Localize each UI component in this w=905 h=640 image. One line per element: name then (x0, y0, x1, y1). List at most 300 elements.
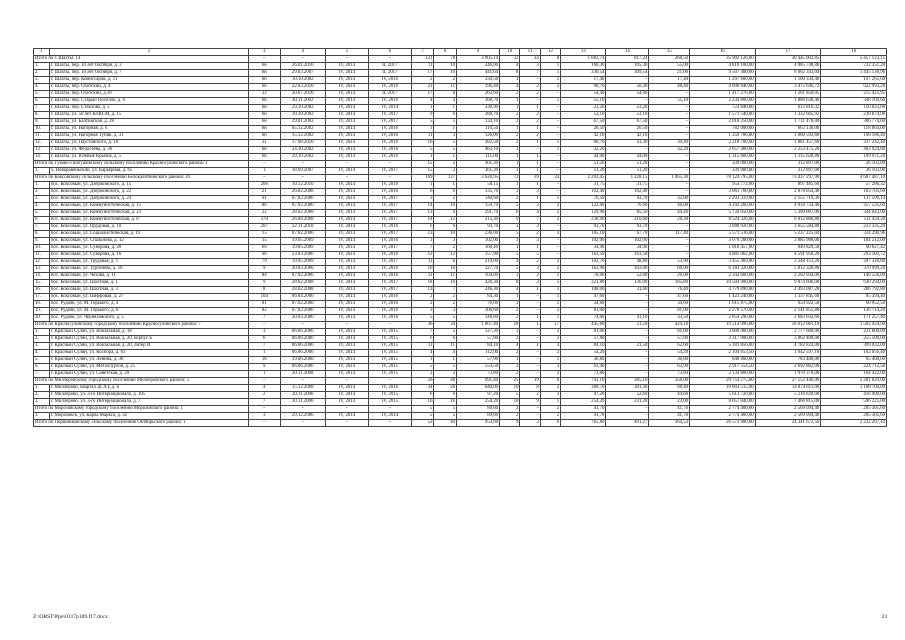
table-cell: 8 (500, 280, 520, 287)
table-cell: 1. (34, 385, 50, 392)
table-cell: 1 (540, 273, 560, 280)
table-cell: IV, 2014 (325, 252, 368, 259)
table-cell: – (606, 77, 649, 84)
table-cell: – (606, 301, 649, 308)
table-cell: 8. (34, 231, 50, 238)
table-cell: 7. (34, 224, 50, 231)
table-row (34, 105, 887, 112)
table-cell: 26 573 880,00 (690, 420, 756, 427)
table-cell: 257 535,60 (821, 203, 887, 210)
table-cell: 5. (34, 357, 50, 364)
table-cell: 26,50 (561, 126, 606, 133)
table-cell: – (325, 322, 368, 329)
table-cell: IV, 2014 (325, 280, 368, 287)
address-cell: г. Шахты, ул. 50 лет ВЛКСМ, д. 15 (49, 112, 248, 119)
table-cell: 5 (500, 252, 520, 259)
table-cell: 330,54 (561, 70, 606, 77)
table-cell: – (368, 175, 411, 182)
table-cell: 246,00 (457, 63, 500, 70)
table-cell: 640,00 (457, 385, 500, 392)
table-cell: 4 292 260,00 (690, 203, 756, 210)
table-cell: 286 792,80 (821, 287, 887, 294)
table-cell: 5 (411, 315, 434, 322)
table-cell: 07.02.2006 (280, 308, 325, 315)
table-cell: 17 (540, 322, 560, 329)
table-cell: 5 (434, 140, 457, 147)
table-cell: 22 (248, 91, 280, 98)
table-row (34, 343, 887, 350)
table-cell: 4 034 724,40 (755, 203, 821, 210)
column-number: 3 (248, 49, 280, 56)
table-cell: 81,00 (561, 308, 606, 315)
table-cell: 5 (434, 329, 457, 336)
table-cell: – (520, 413, 540, 420)
table-cell: 1 423 240,00 (690, 294, 756, 301)
table-cell: 89,60 (457, 406, 500, 413)
table-cell: IV, 2014 (325, 224, 368, 231)
table-cell: 10 (434, 203, 457, 210)
table-cell: 6. (34, 217, 50, 224)
table-cell: 56 (411, 378, 434, 385)
table-cell: – (520, 77, 540, 84)
table-cell: 5 (500, 231, 520, 238)
table-cell: IV, 2014 (325, 210, 368, 217)
address-cell: пос. Коксовый, ул. Коммунистическая, д. 8 (49, 217, 248, 224)
table-cell: 62,60 (649, 343, 690, 350)
table-cell: 3 (520, 224, 540, 231)
table-cell: 84,30 (457, 294, 500, 301)
table-cell: 1 (520, 245, 540, 252)
column-number: 2 (49, 49, 248, 56)
address-cell: г. Миллерово, ул. 3-го Интернационала, д. 105 (49, 392, 248, 399)
table-cell: 16 (434, 70, 457, 77)
table-cell: – (649, 133, 690, 140)
table-cell: 3 (248, 329, 280, 336)
table-cell: 205 305,60 (821, 406, 887, 413)
table-cell: 7 (411, 329, 434, 336)
table-cell: 157,90 (457, 252, 500, 259)
table-cell: 57,80 (561, 336, 606, 343)
table-cell: 5 (500, 266, 520, 273)
table-cell: IV, 2017 (368, 112, 411, 119)
table-cell: 2 232 207,44 (821, 420, 887, 427)
table-cell: 1 015 875,00 (690, 301, 756, 308)
table-cell: – (520, 147, 540, 154)
table-cell: 44,00 (606, 154, 649, 161)
table-cell: 31,75 (561, 182, 606, 189)
table-cell: 5 (434, 147, 457, 154)
table-cell: 1 (500, 168, 520, 175)
table-cell: 13. (34, 147, 50, 154)
table-cell: 3 (540, 287, 560, 294)
table-cell: 55,10 (649, 98, 690, 105)
table-cell: 93,70 (561, 224, 606, 231)
table-cell: 2 141 855,80 (755, 308, 821, 315)
table-row (34, 315, 887, 322)
table-row (34, 63, 887, 70)
table-cell: – (540, 189, 560, 196)
table-cell: 262,60 (457, 91, 500, 98)
total-label: Итого по Красносулинскому городскому поселению Красносулинского района: 7 (34, 322, 249, 329)
table-cell: 57 286,32 (821, 182, 887, 189)
table-cell: – (520, 294, 540, 301)
table-cell: 3 (520, 203, 540, 210)
table-cell: IV, 2016 (368, 154, 411, 161)
table-cell: – (649, 91, 690, 98)
table-cell: 1 (411, 357, 434, 364)
table-cell: 16. (34, 287, 50, 294)
table-cell: 2 (520, 231, 540, 238)
table-cell: 1 (248, 350, 280, 357)
table-cell: 1 (520, 126, 540, 133)
table-cell: 12. (34, 259, 50, 266)
table-cell: IV, 2014 (325, 308, 368, 315)
table-cell: 47,60 (561, 294, 606, 301)
table-cell: IV, 2016 (368, 385, 411, 392)
table-cell: 2 692 862,00 (755, 364, 821, 371)
table-cell: 16 003 515,00 (690, 385, 756, 392)
table-cell: 389,70 (561, 385, 606, 392)
table-cell: 207 (248, 224, 280, 231)
table-cell: 41,70 (649, 413, 690, 420)
table-cell: 2 854 290,00 (690, 315, 756, 322)
table-cell: 76,60 (457, 301, 500, 308)
table-cell: 42,10 (606, 133, 649, 140)
table-cell: 12 (434, 252, 457, 259)
table-cell: 17,40 (561, 77, 606, 84)
table-cell: 848 800,00 (690, 357, 756, 364)
table-cell: 9 (248, 280, 280, 287)
table-cell: 34,90 (561, 245, 606, 252)
table-cell: – (649, 252, 690, 259)
table-cell: 7 (520, 217, 540, 224)
table-cell: IV, 2014 (325, 63, 368, 70)
table-cell: IV, 2014 (325, 245, 368, 252)
table-cell: 110 023,68 (821, 105, 887, 112)
table-cell: – (649, 105, 690, 112)
table-cell: 6 (434, 259, 457, 266)
table-cell: IV, 2014 (325, 399, 368, 406)
table-cell: 3 (540, 336, 560, 343)
total-label: Итого по Гуково-Гнилушевскому сельскому поселению Красносулинского района: 1 (34, 161, 249, 168)
table-cell: 102,00 (606, 266, 649, 273)
table-cell: 219,00 (457, 259, 500, 266)
table-cell: – (649, 161, 690, 168)
table-cell: 741,10 (561, 378, 606, 385)
address-cell: г. Шахты, ул. Балтийская, д. 28 (49, 119, 248, 126)
column-number: 6 (368, 49, 411, 56)
table-cell: 57,80 (457, 336, 500, 343)
table-cell: 441,64 (457, 70, 500, 77)
table-cell: 6 (411, 189, 434, 196)
table-cell: 26 103,00 (821, 168, 887, 175)
table-cell: 1 (411, 154, 434, 161)
address-cell: пос. Рудачи, ул. Черняховского, д. 5 (49, 315, 248, 322)
table-cell: 4 (411, 98, 434, 105)
address-cell: пос. Коксовый, ул. Прудовая, д. 10 (49, 224, 248, 231)
table-cell: 765,80 (561, 420, 606, 427)
table-cell: II, 2017 (368, 63, 411, 70)
table-cell: 53,90 (649, 259, 690, 266)
table-cell: IV, 2014 (325, 371, 368, 378)
table-row (34, 392, 887, 399)
table-cell: 4 782 824,00 (755, 343, 821, 350)
table-cell: IV, 2017 (368, 119, 411, 126)
table-cell: – (606, 329, 649, 336)
total-row (34, 378, 887, 385)
table-cell: 102,00 (606, 238, 649, 245)
table-cell: IV, 2014 (368, 413, 411, 420)
table-cell: – (606, 147, 649, 154)
table-cell: – (606, 294, 649, 301)
table-cell: 42,10 (561, 133, 606, 140)
table-cell: 4 779 890,00 (690, 287, 756, 294)
table-row (34, 364, 887, 371)
table-cell: 81,00 (649, 308, 690, 315)
table-cell: 18.09.2007 (280, 168, 325, 175)
table-cell: 1 (248, 168, 280, 175)
table-cell: 18. (34, 301, 50, 308)
table-cell: 424,10 (649, 322, 690, 329)
table-cell: – (520, 371, 540, 378)
table-cell: 9 (248, 266, 280, 273)
table-cell: 463,10 (457, 147, 500, 154)
table-cell: 102,40 (561, 189, 606, 196)
address-cell: х. Новоровеньский, ул. Карьерная, д. 65 (49, 168, 248, 175)
table-row (34, 413, 887, 420)
table-cell: IV, 2014 (325, 273, 368, 280)
table-cell: IV, 2014 (325, 112, 368, 119)
table-cell: – (540, 105, 560, 112)
table-cell: 1 188 704,00 (821, 385, 887, 392)
table-cell: IV, 2015 (368, 336, 411, 343)
table-cell: 14 (411, 203, 434, 210)
table-cell: 63,90 (649, 364, 690, 371)
table-cell: 2 (540, 406, 560, 413)
table-cell: 15 (248, 231, 280, 238)
table-cell: 4 (520, 210, 540, 217)
table-cell: 5 (434, 413, 457, 420)
table-cell: – (280, 175, 325, 182)
table-cell: 554,50 (457, 364, 500, 371)
table-cell: 1. (34, 413, 50, 420)
column-number: 9 (457, 49, 500, 56)
table-cell: 140,60 (457, 196, 500, 203)
table-row (34, 308, 887, 315)
table-cell: 5 216 820,00 (755, 392, 821, 399)
table-cell: IV, 2017 (368, 259, 411, 266)
table-cell: 6. (34, 364, 50, 371)
table-cell: 26 (434, 385, 457, 392)
table-cell: 385,10 (606, 378, 649, 385)
table-cell: 15.12.2008 (280, 385, 325, 392)
table-cell: 31 (248, 140, 280, 147)
table-cell: 44,00 (561, 154, 606, 161)
table-cell: 2 (520, 112, 540, 119)
table-row (34, 245, 887, 252)
table-cell: 06.06.2006 (280, 364, 325, 371)
table-cell: – (649, 189, 690, 196)
table-cell: 361,30 (457, 168, 500, 175)
table-cell: IV, 2016 (368, 308, 411, 315)
table-cell: 07.02.2006 (280, 203, 325, 210)
table-cell: 224 712,50 (821, 364, 887, 371)
table-cell: – (325, 378, 368, 385)
table-cell: 3 (520, 420, 540, 427)
table-cell: 2 (500, 413, 520, 420)
table-cell: 102,00 (561, 238, 606, 245)
table-cell: 06.06.2006 (280, 336, 325, 343)
table-cell: 5 812 320,80 (755, 266, 821, 273)
table-cell: 338,90 (457, 105, 500, 112)
table-cell: 5 613 720,00 (690, 392, 756, 399)
column-number: 15 (649, 49, 690, 56)
table-cell: 78 124 795,00 (690, 175, 756, 182)
table-cell: 3 (540, 392, 560, 399)
table-cell: IV, 2014 (325, 287, 368, 294)
table-cell: 2 (520, 119, 540, 126)
table-cell: 3 (248, 413, 280, 420)
table-cell: 126,00 (457, 133, 500, 140)
total-row (34, 161, 887, 168)
table-cell: 74,60 (561, 315, 606, 322)
table-cell: IV, 2016 (368, 294, 411, 301)
table-cell: 93,70 (606, 224, 649, 231)
table-cell: 3 (520, 238, 540, 245)
table-cell: IV, 2014 (325, 357, 368, 364)
table-cell: – (520, 336, 540, 343)
table-cell: 5 734 050,00 (690, 210, 756, 217)
table-cell: 26 103,00 (821, 161, 887, 168)
table-cell: – (368, 161, 411, 168)
address-cell: г. Красный Сулин, ул. Металлургов, д. 25 (49, 364, 248, 371)
table-cell: – (540, 126, 560, 133)
address-cell: г. Шахты, пер. Охотский, д. 4 (49, 84, 248, 91)
table-cell: 1 (520, 196, 540, 203)
table-cell: 7 (248, 399, 280, 406)
table-cell: – (520, 308, 540, 315)
table-cell: 17.08.2010 (280, 140, 325, 147)
table-cell: 1 (540, 77, 560, 84)
table-cell: 36,80 (561, 357, 606, 364)
table-cell: 26.02.2008 (280, 189, 325, 196)
address-cell: г. Красный Сулин, ул. Вокзальная, д. 20, корпус Б (49, 336, 248, 343)
table-cell: IV, 2016 (368, 126, 411, 133)
table-cell: 2 (500, 371, 520, 378)
table-cell: 2 (411, 77, 434, 84)
table-cell: 6 (540, 378, 560, 385)
table-cell: 205 305,60 (821, 413, 887, 420)
table-cell: 76,60 (606, 203, 649, 210)
table-cell: 18 012 061,10 (755, 322, 821, 329)
table-cell: 309,54 (606, 70, 649, 77)
table-cell: 9 (500, 420, 520, 427)
table-cell: 196,40 (457, 84, 500, 91)
table-row (34, 147, 887, 154)
table-cell: 10 504 900,00 (690, 280, 756, 287)
table-cell: 3 (520, 280, 540, 287)
table-cell: 5 (411, 406, 434, 413)
table-cell: 1 (520, 168, 540, 175)
table-cell: 7 (411, 245, 434, 252)
table-cell: 185,10 (561, 231, 606, 238)
table-cell: 312 897,00 (755, 168, 821, 175)
table-cell: 8 (248, 287, 280, 294)
table-cell: IV, 2014 (325, 329, 368, 336)
table-cell: 1 (520, 315, 540, 322)
address-cell: г. Шахты, пер. Охотский, д.18 (49, 91, 248, 98)
table-cell: 215 425,95 (821, 91, 887, 98)
address-cell: г. Миллерово, квартал ДСХТ, д. 6 (49, 385, 248, 392)
table-cell: 10.12.2010 (280, 182, 325, 189)
table-cell: 98,70 (561, 84, 606, 91)
table-cell: IV, 2015 (368, 357, 411, 364)
table-cell: 19.06.2006 (280, 357, 325, 364)
table-cell: 28.02.2008 (280, 280, 325, 287)
table-cell: 34,60 (561, 301, 606, 308)
address-cell: пос. Коксовый, ул. Дзержинского, д. 22 (49, 189, 248, 196)
address-cell: г. Шахты, пер. Комиссаров, д. 11 (49, 77, 248, 84)
table-cell: 1 (540, 70, 560, 77)
table-cell: 24 (520, 56, 540, 63)
table-row (34, 273, 887, 280)
table-cell: 3 (411, 196, 434, 203)
table-cell: 20.03.2006 (280, 266, 325, 273)
table-cell: 1 (540, 147, 560, 154)
table-cell: 23,00 (649, 399, 690, 406)
table-cell: 36,80 (649, 357, 690, 364)
table-cell: 2 (520, 259, 540, 266)
table-cell: IV, 2014 (325, 140, 368, 147)
table-cell: – (520, 329, 540, 336)
table-cell: 732 351,20 (821, 63, 887, 70)
table-cell: 2 (411, 371, 434, 378)
table-cell: 4 818 100,00 (690, 63, 756, 70)
table-cell: 817,24 (606, 56, 649, 63)
table-cell: 4 (411, 350, 434, 357)
table-cell: IV, 2014 (325, 259, 368, 266)
table-cell: – (248, 56, 280, 63)
table-cell: 2 (500, 196, 520, 203)
table-cell: 368,70 (457, 98, 500, 105)
table-cell: 11 (411, 259, 434, 266)
table-cell: IV, 2017 (368, 168, 411, 175)
table-cell: 2 (434, 77, 457, 84)
table-cell: 25 (500, 378, 520, 385)
table-cell: 4 591 958,28 (755, 252, 821, 259)
table-cell: 136 714,20 (821, 308, 887, 315)
table-cell: 3 (434, 238, 457, 245)
table-cell: 8 062 343,04 (755, 70, 821, 77)
table-cell: 370 (248, 217, 280, 224)
table-cell: 428,30 (457, 280, 500, 287)
column-number: 11 (520, 49, 540, 56)
table-cell: 171 257,40 (821, 315, 887, 322)
table-cell: 1 010 457,00 (690, 245, 756, 252)
table-cell: 41,10 (606, 315, 649, 322)
table-cell: 117,40 (649, 231, 690, 238)
table-row (34, 238, 887, 245)
address-cell: г. Красный Сулин, ул. Коспора, д. 63 (49, 350, 248, 357)
table-cell: 1 297 600,00 (690, 77, 756, 84)
table-cell: 6 (411, 392, 434, 399)
table-cell: 06.06.2006 (280, 350, 325, 357)
table-cell: 5 (411, 147, 434, 154)
table-cell: 255 500,00 (821, 336, 887, 343)
table-cell: 5 (500, 203, 520, 210)
table-cell: 3 061 760,00 (690, 189, 756, 196)
table-cell: 2 569 094,40 (755, 406, 821, 413)
